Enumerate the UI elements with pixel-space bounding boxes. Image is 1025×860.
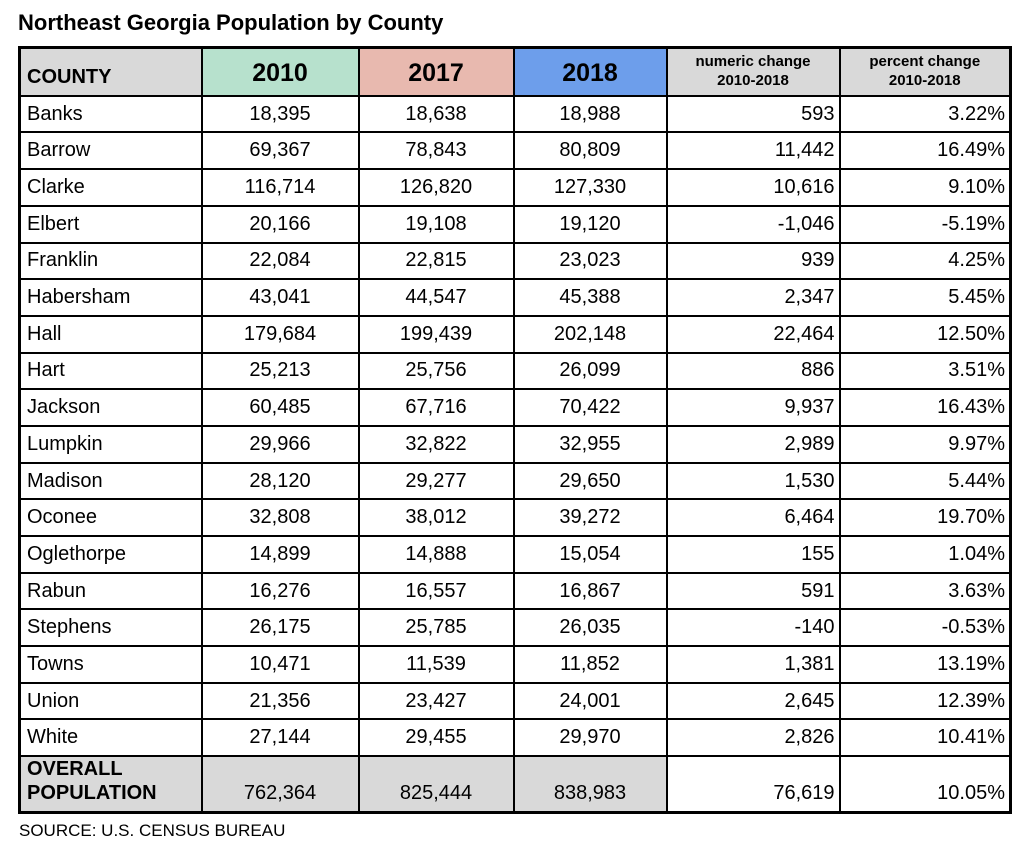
cell-numeric-change: 1,530 (667, 463, 840, 500)
table-header (20, 48, 1011, 96)
cell-2010: 25,213 (202, 353, 359, 390)
cell-percent-change: 5.45% (840, 279, 1011, 316)
cell-2010: 22,084 (202, 243, 359, 280)
cell-2017: 23,427 (359, 683, 514, 720)
cell-2018: 19,120 (514, 206, 667, 243)
cell-2017: 38,012 (359, 499, 514, 536)
table-row (20, 719, 1011, 756)
cell-2018: 39,272 (514, 499, 667, 536)
cell-county: Oglethorpe (20, 536, 202, 573)
cell-2018: 18,988 (514, 96, 667, 133)
cell-2018: 80,809 (514, 132, 667, 169)
cell-county: Franklin (20, 243, 202, 280)
column-header-2018: 2018 (514, 48, 667, 96)
cell-numeric-change: -140 (667, 609, 840, 646)
cell-2010: 27,144 (202, 719, 359, 756)
cell-numeric-change: -1,046 (667, 206, 840, 243)
cell-overall-numeric-change: 76,619 (667, 756, 840, 813)
table-row (20, 499, 1011, 536)
cell-2017: 25,756 (359, 353, 514, 390)
cell-2018: 29,650 (514, 463, 667, 500)
table-row (20, 169, 1011, 206)
cell-2018: 16,867 (514, 573, 667, 610)
table-footer (20, 756, 1011, 813)
table-row (20, 426, 1011, 463)
cell-percent-change: -0.53% (840, 609, 1011, 646)
cell-numeric-change: 939 (667, 243, 840, 280)
overall-row (20, 756, 1011, 813)
cell-percent-change: 3.63% (840, 573, 1011, 610)
cell-percent-change: -5.19% (840, 206, 1011, 243)
cell-county: Towns (20, 646, 202, 683)
cell-2018: 29,970 (514, 719, 667, 756)
percent-change-line2: 2010-2018 (888, 72, 961, 90)
cell-2010: 21,356 (202, 683, 359, 720)
cell-overall-percent-change: 10.05% (840, 756, 1011, 813)
cell-2010: 179,684 (202, 316, 359, 353)
cell-overall-2018: 838,983 (514, 756, 667, 813)
cell-percent-change: 9.10% (840, 169, 1011, 206)
cell-2017: 32,822 (359, 426, 514, 463)
column-header-numeric-change (667, 48, 840, 96)
cell-county: Hart (20, 353, 202, 390)
cell-2010: 60,485 (202, 389, 359, 426)
cell-2018: 45,388 (514, 279, 667, 316)
cell-percent-change: 9.97% (840, 426, 1011, 463)
cell-2018: 26,035 (514, 609, 667, 646)
source-note: SOURCE: U.S. CENSUS BUREAU (19, 821, 286, 841)
cell-percent-change: 10.41% (840, 719, 1011, 756)
header-row (20, 48, 1011, 96)
cell-2010: 26,175 (202, 609, 359, 646)
cell-percent-change: 12.39% (840, 683, 1011, 720)
cell-2017: 44,547 (359, 279, 514, 316)
cell-numeric-change: 22,464 (667, 316, 840, 353)
column-header-percent-change (840, 48, 1011, 96)
table-row (20, 316, 1011, 353)
cell-2018: 70,422 (514, 389, 667, 426)
cell-2018: 127,330 (514, 169, 667, 206)
cell-2017: 29,277 (359, 463, 514, 500)
cell-2017: 19,108 (359, 206, 514, 243)
cell-2010: 69,367 (202, 132, 359, 169)
cell-percent-change: 12.50% (840, 316, 1011, 353)
cell-county: Madison (20, 463, 202, 500)
table-row (20, 206, 1011, 243)
cell-percent-change: 16.43% (840, 389, 1011, 426)
percent-change-line1: percent change (869, 53, 981, 71)
table-row (20, 96, 1011, 133)
cell-numeric-change: 6,464 (667, 499, 840, 536)
cell-county: Jackson (20, 389, 202, 426)
table-row (20, 353, 1011, 390)
cell-overall-2010: 762,364 (202, 756, 359, 813)
table-row (20, 243, 1011, 280)
cell-2017: 199,439 (359, 316, 514, 353)
cell-numeric-change: 11,442 (667, 132, 840, 169)
cell-2010: 29,966 (202, 426, 359, 463)
cell-percent-change: 3.22% (840, 96, 1011, 133)
cell-numeric-change: 591 (667, 573, 840, 610)
table-row (20, 573, 1011, 610)
cell-2017: 11,539 (359, 646, 514, 683)
cell-county: Clarke (20, 169, 202, 206)
cell-county: Stephens (20, 609, 202, 646)
table-body (20, 96, 1011, 756)
cell-2018: 202,148 (514, 316, 667, 353)
table-title: Northeast Georgia Population by County (18, 10, 444, 35)
cell-numeric-change: 10,616 (667, 169, 840, 206)
cell-2017: 14,888 (359, 536, 514, 573)
cell-percent-change: 5.44% (840, 463, 1011, 500)
cell-numeric-change: 9,937 (667, 389, 840, 426)
cell-numeric-change: 886 (667, 353, 840, 390)
table-row (20, 132, 1011, 169)
cell-2010: 10,471 (202, 646, 359, 683)
cell-county: Habersham (20, 279, 202, 316)
column-header-2017: 2017 (359, 48, 514, 96)
cell-numeric-change: 2,989 (667, 426, 840, 463)
table-row (20, 646, 1011, 683)
cell-2017: 22,815 (359, 243, 514, 280)
cell-2018: 32,955 (514, 426, 667, 463)
table-row (20, 389, 1011, 426)
cell-2018: 23,023 (514, 243, 667, 280)
cell-2017: 16,557 (359, 573, 514, 610)
cell-2010: 16,276 (202, 573, 359, 610)
cell-county: White (20, 719, 202, 756)
cell-2010: 14,899 (202, 536, 359, 573)
cell-percent-change: 19.70% (840, 499, 1011, 536)
cell-numeric-change: 2,347 (667, 279, 840, 316)
cell-percent-change: 4.25% (840, 243, 1011, 280)
cell-numeric-change: 2,645 (667, 683, 840, 720)
cell-percent-change: 16.49% (840, 132, 1011, 169)
cell-numeric-change: 593 (667, 96, 840, 133)
table-row (20, 463, 1011, 500)
cell-numeric-change: 155 (667, 536, 840, 573)
numeric-change-line1: numeric change (695, 53, 811, 71)
cell-2017: 126,820 (359, 169, 514, 206)
cell-2017: 18,638 (359, 96, 514, 133)
cell-2010: 28,120 (202, 463, 359, 500)
cell-2017: 78,843 (359, 132, 514, 169)
table-row (20, 683, 1011, 720)
cell-numeric-change: 1,381 (667, 646, 840, 683)
cell-2018: 15,054 (514, 536, 667, 573)
table-row (20, 536, 1011, 573)
cell-percent-change: 13.19% (840, 646, 1011, 683)
cell-2017: 67,716 (359, 389, 514, 426)
cell-numeric-change: 2,826 (667, 719, 840, 756)
cell-2018: 26,099 (514, 353, 667, 390)
cell-county: Hall (20, 316, 202, 353)
cell-county: Barrow (20, 132, 202, 169)
cell-2010: 43,041 (202, 279, 359, 316)
cell-county: Oconee (20, 499, 202, 536)
cell-2018: 11,852 (514, 646, 667, 683)
cell-county: Lumpkin (20, 426, 202, 463)
table-row (20, 279, 1011, 316)
cell-2010: 18,395 (202, 96, 359, 133)
cell-2017: 25,785 (359, 609, 514, 646)
cell-2018: 24,001 (514, 683, 667, 720)
table-row (20, 609, 1011, 646)
cell-2010: 116,714 (202, 169, 359, 206)
cell-county: Rabun (20, 573, 202, 610)
cell-2010: 20,166 (202, 206, 359, 243)
cell-county: Banks (20, 96, 202, 133)
cell-percent-change: 1.04% (840, 536, 1011, 573)
cell-percent-change: 3.51% (840, 353, 1011, 390)
column-header-2010: 2010 (202, 48, 359, 96)
cell-overall-label: OVERALL POPULATION (20, 756, 202, 813)
cell-county: Union (20, 683, 202, 720)
cell-overall-2017: 825,444 (359, 756, 514, 813)
cell-2010: 32,808 (202, 499, 359, 536)
population-table (18, 46, 1012, 814)
column-header-county: COUNTY (20, 48, 202, 96)
numeric-change-line2: 2010-2018 (717, 72, 789, 90)
cell-2017: 29,455 (359, 719, 514, 756)
cell-county: Elbert (20, 206, 202, 243)
